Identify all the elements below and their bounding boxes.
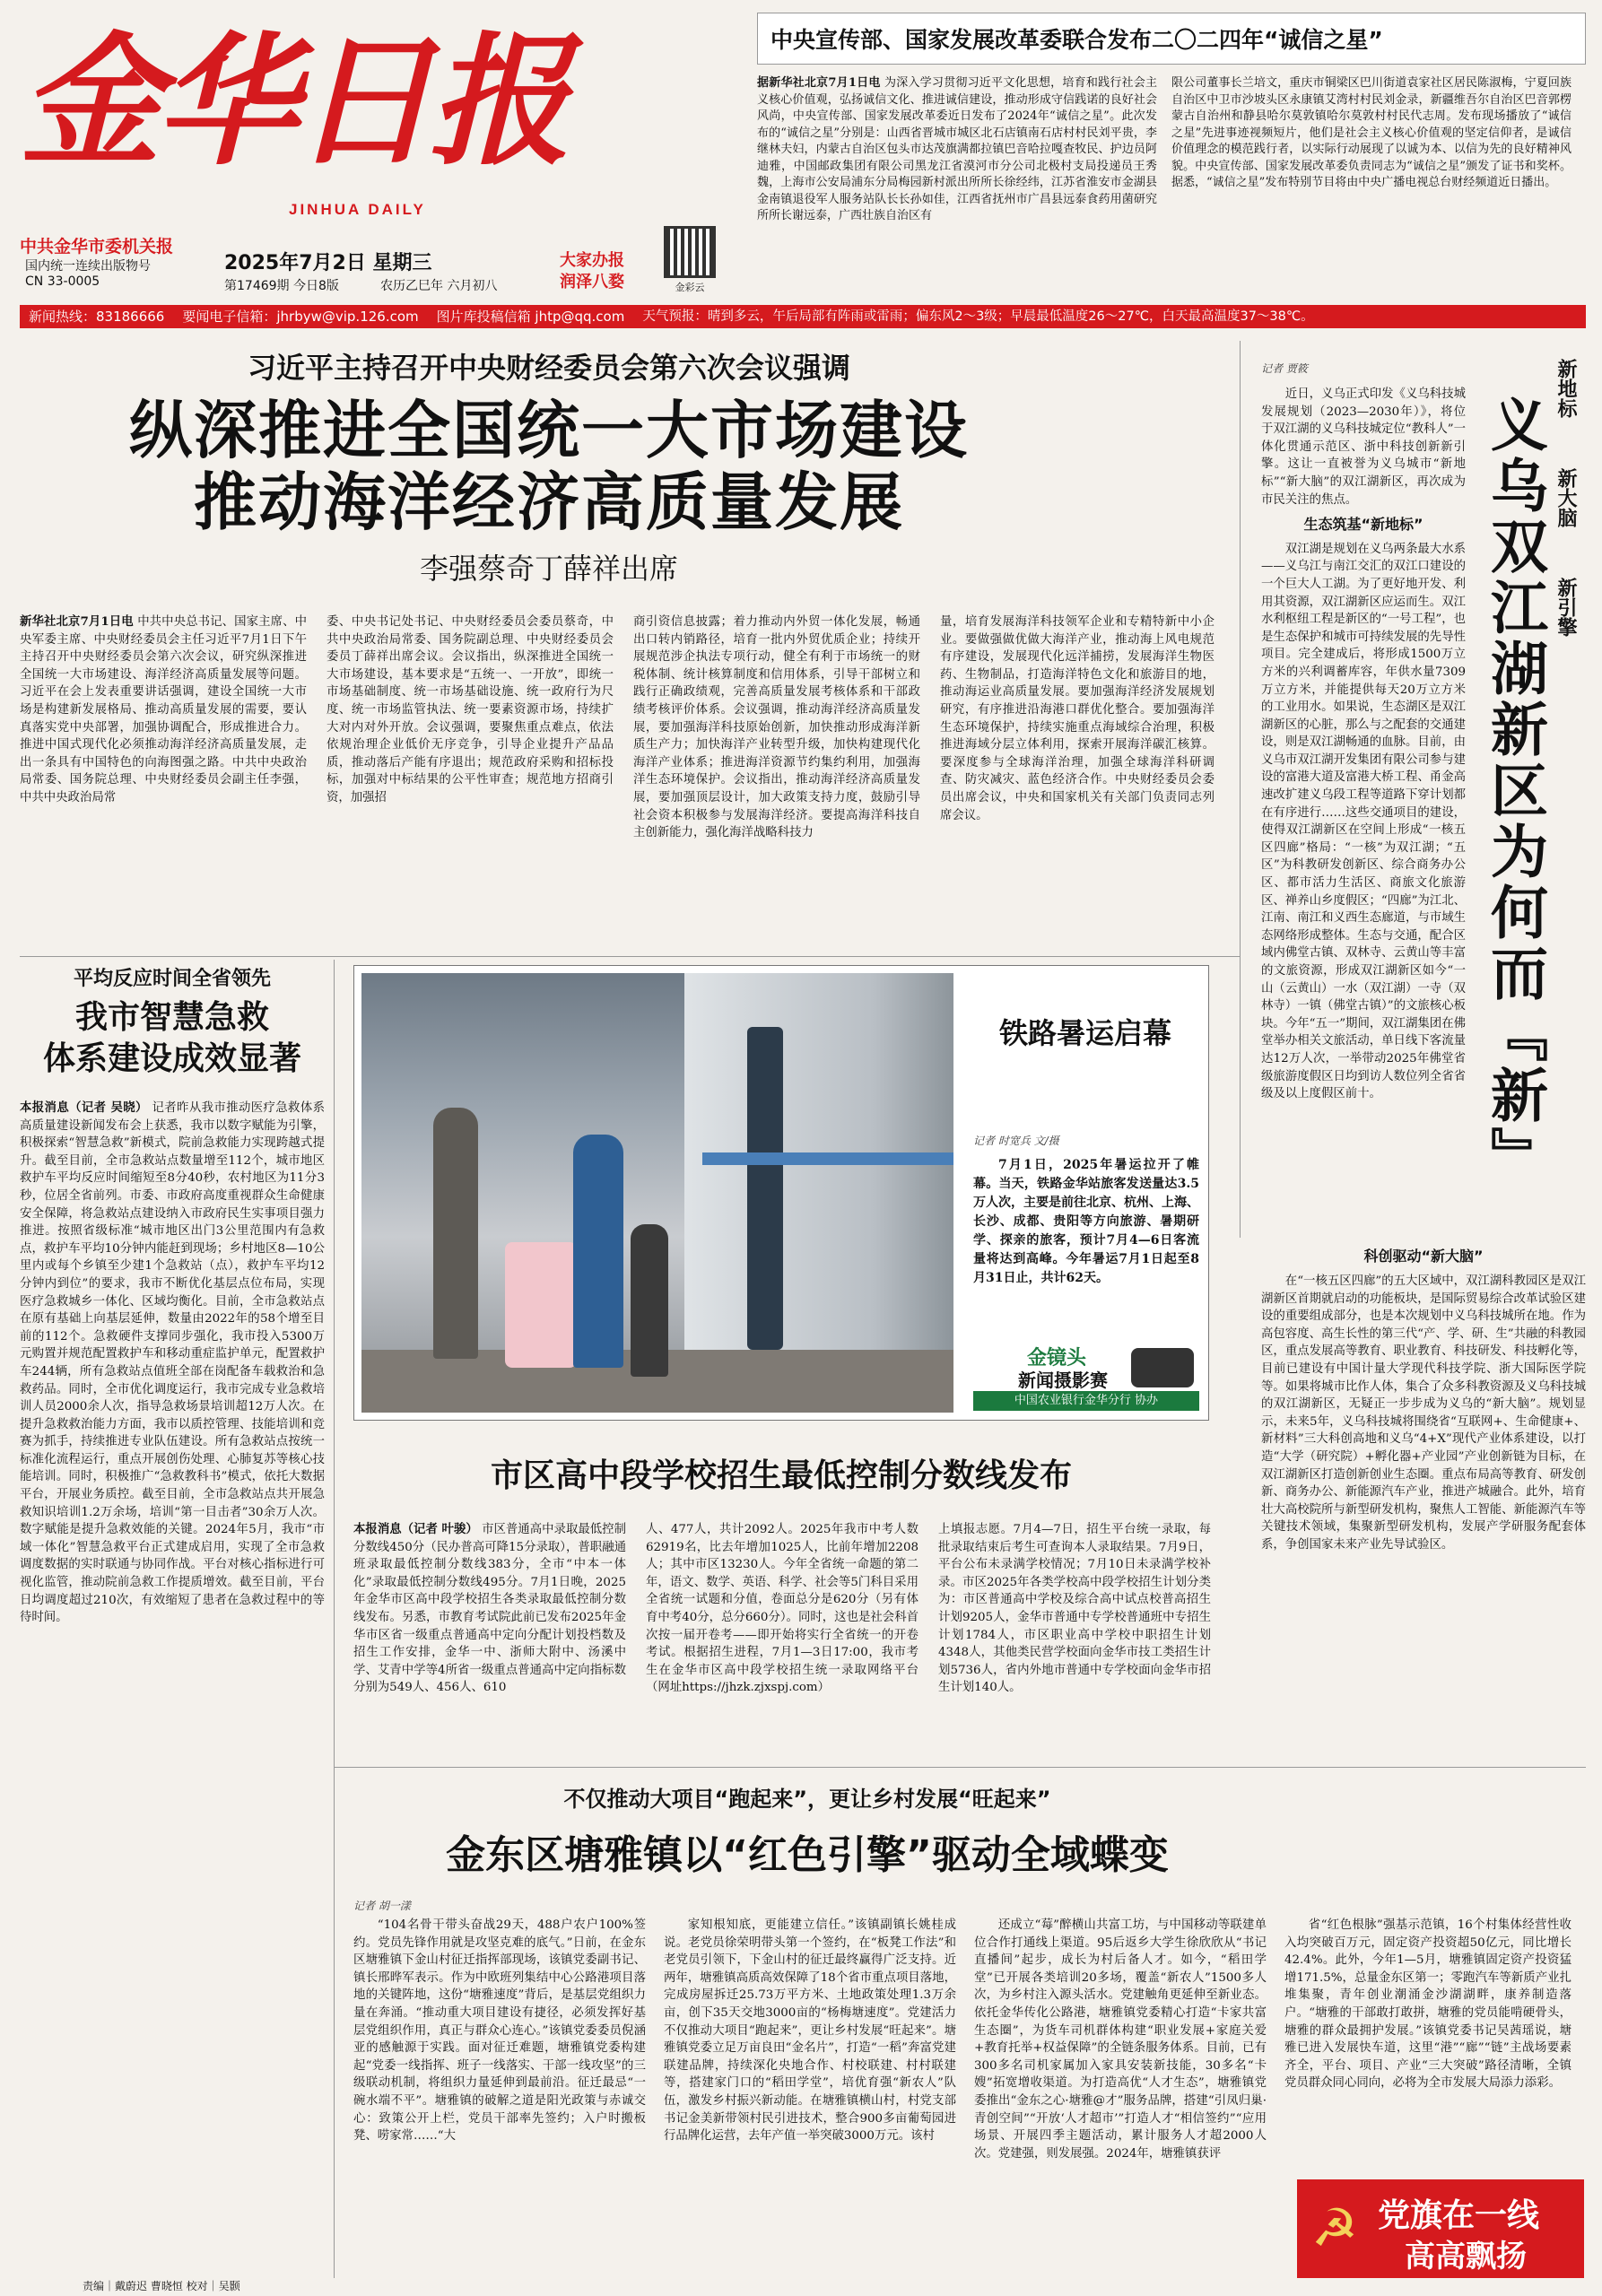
top-story-lead: 据新华社北京7月1日电 [757,76,881,90]
school-col-2 [646,1521,919,1745]
main-headline-2[interactable]: 推动海洋经济高质量发展 [194,465,904,539]
person [631,1224,668,1377]
right-headline[interactable]: 义乌双江湖新区为何而『新』 [1481,395,1547,1187]
cn-serial: 国内统一连续出版物号 [25,259,151,274]
divider [20,956,1240,957]
village-kicker: 不仅推动大项目“跑起来”，更让乡村发展“旺起来” [563,1787,1051,1812]
right-story-cont [1261,1238,1586,1641]
right-text-area [1261,386,1466,1204]
school-text-3: 上填报志愿。7月4—7日，招生平台统一录取，每批录取结束后考生可查询本人录取结果。7月9日，平台公布未录满学校情况；7月10日未录满学校补录。市区2025年各类学校高中段学校招生计划分类为：市区普通高中学校及综合高中试点校普高招生计划9205人，金华市普通中专学校普通班中专招生计划1784人，市区职业高中学校中职招生计划4348人，其他类民营学校面向金华市技工类招生计划5736人，省内外地市普通中专学校面向金华市招生计划140人。 [938,1523,1211,1695]
weather-forecast: 天气预报：晴到多云，午后局部有阵雨或雷雨；偏东风2～3级；早晨最低温度26～27℃，白天最高温度37～38℃。 [642,309,1314,324]
party-banner-line-1: 党旗在一线 [1378,2197,1540,2234]
divider [1240,341,1241,1238]
train-photo [361,973,953,1413]
village-col-3 [974,1917,1267,2265]
right-kicker-1: 新地标 [1554,359,1577,418]
person [573,1135,623,1368]
emergency-headline-1[interactable]: 我市智慧急救 [74,999,269,1036]
masthead-pinyin: JINHUA DAILY [289,201,426,218]
top-story-col-2 [1171,75,1572,291]
top-story-text-1: 为深入学习贯彻习近平文化思想，培育和践行社会主义核心价值观，弘扬诚信文化、推进诚信建设，推动形成守信践诺的良好社会风尚，中央宣传部、国家发展改革委近日发布了2024年“诚信之星”。此次发布的“诚信之星”分别是：山西省晋城市城区北石店镇南石店村村民刘平贵，李继林夫妇，内蒙古自治区包头市达茂旗满都拉镇巴音哈拉嘎查牧民、护边员阿迪雅，中国邮政集团有限公司黑龙江省漠河市分公司北极村支局投递员王秀魏，上海市公安局浦东分局梅园新村派出所所长徐经纬，江苏省淮安市金湖县金南镇退役军人服务站队长长孙如佳，江西省抚州市广昌县远泰食药用菌研究所所长谢远泰，广西壮族自治区有 [757,76,1157,222]
masthead-issue: 第17469期 今日8版 [224,279,339,293]
right-sec-2: 在“一核五区四廊”的五大区域中，双江湖科教园区是双江湖新区首期就启动的功能板块，是国际贸易综合改革试验区建设的重要组成部分，也是本次规划中义乌科技城所在地。作为高包容度、高生长性的第三代“产、学、研、生”共融的科教园区，重点发展高等教育、职业教育、科技研发、科技孵化等，目前已建设有中国计量大学现代科技学院、浙大国际医学院等。如果将城市比作人体，集合了众多科教资源及义乌科技城的双江湖新区，无疑正一步步成为义乌的“新大脑”。规划显示，未来5年，义乌科技城将围绕省“互联网+、生命健康+、新材料”三大科创高地和义乌“4+X”现代产业体系建设，以打造“大学（研究院）+孵化器+产业园”产业创新链为目标，在双江湖新区打造创新创业生态圈。重点布局高等教育、研发创新、商务办公、新能源汽车产业，推进产城融合。此外，培育壮大高校院所与新型研发机构，聚焦人工智能、新能源汽车等关键技术领域，集聚新型研发机构，发展产学研服务配套体系，争创国家未来产业先导试验区。 [1261,1274,1586,1552]
top-story-text-2: 限公司董事长兰培文，重庆市铜梁区巴川街道袁家社区居民陈淑梅，宁夏回族自治区中卫市沙坡头区永康镇艾湾村村民刘金录，新疆维吾尔自治区巴音郭楞蒙古自治州和静县哈尔莫敦镇哈尔莫敦村村民代志周。发布现场播放了“诚信之星”先进事迹视频短片，他们是社会主义核心价值观的坚定信仰者，是诚信价值理念的模范践行者，以实际行动展现了以诚为本、以信为先的良好精神风貌。中央宣传部、国家发展改革委负责同志为“诚信之星”颁发了证书和奖杯。据悉，“诚信之星”发布特别节目将由中央广播电视总台财经频道近日播出。 [1171,76,1572,189]
masthead-organ: 中共金华市委机关报 [20,237,174,257]
right-sec-1: 双江湖是规划在义乌两条最大水系——义乌江与南江交汇的双江口建设的一个巨大人工湖。为了更好地开发、利用其资源，双江湖新区应运而生。双江水利枢纽工程是新区的“一号工程”，也是生态保护和城市可持续发展的先导性项目。完全建成后，将形成1500万立方米的兴利调蓄库容，年供水量7309万立方米，并能提供每天20万立方米的工业用水。如果说，生态湖区是双江湖新区的心脏，那么与之配套的交通建设，则是双江湖畅通的血脉。目前，由义乌市双江湖开发集团有限公司参与建设的富港大道及富港大桥工程、甬金高速改扩建义乌段工程等道路下穿计划都在有序进行……这些交通项目的建设，使得双江湖新区在空间上形成“一核五区四廊”格局：“一核”为双江湖；“五区”为科教研发创新区、综合商务办公区、都市活力生活区、商旅文化旅游区、禅养山乡度假区；“四廊”为江北、江南、南江和义西生态廊道，与市域生态网络形成整体。生态与交通，配合区域内佛堂古镇、双林寺、云黄山等丰富的文旅资源，形成双江湖新区如今“一山（云黄山）一水（双江湖）一寺（双林寺）一镇（佛堂古镇）”的文旅核心板块。今年“五一”期间，双江湖集团在佛堂举办相关文旅活动，单日线下客流量达12万人次，一举带动2025年佛堂省级旅游度假区日均到访人数位列全省省级及以上度假区前十。 [1261,542,1466,1101]
emergency-headline-2[interactable]: 体系建设成效显著 [42,1040,301,1077]
contest-brand: 金镜头 [1027,1347,1087,1370]
village-col-2 [664,1917,956,2265]
main-kicker: 习近平主持召开中央财经委员会第六次会议强调 [247,351,850,385]
divider [334,960,335,2278]
main-story [20,341,1227,951]
top-story [757,13,1586,298]
hammer-sickle-icon: ☭ [1311,2197,1358,2258]
main-text-3: 商引资信息披露；着力推动内外贸一体化发展，畅通出口转内销路径，培育一批内外贸优质企业；持续开展规范涉企执法专项行动，健全有利于市场统一的财税体制、统计核算制度和信用体系，引导干部树立和践行正确政绩观，完善高质量发展考核体系和干部政绩考核评价体系。会议强调，推动海洋经济高质量发展，要加强海洋科技原始创新，加快推动形成海洋新质生产力；加快海洋产业转型升级，加快构建现代化海洋产业体系；推进海洋资源节约集约利用，加强海洋生态环境保护。会议指出，推动海洋经济高质量发展，要加强顶层设计，加大政策支持力度，鼓励引导社会资本积极参与发展海洋经济。要提高海洋科技自主创新能力，强化海洋战略科技力 [633,615,920,840]
school-story [353,1449,1232,1767]
right-story [1249,350,1586,1247]
main-lead: 新华社北京7月1日电 [20,614,134,629]
masthead-slogan-1: 大家办报 [560,251,624,270]
school-headline[interactable]: 市区高中段学校招生最低控制分数线发布 [490,1457,1072,1494]
emergency-lead: 本报消息（记者 吴晓） [20,1100,148,1115]
village-byline: 记者 胡一漾 [353,1900,411,1912]
party-banner[interactable] [1297,2179,1584,2278]
news-email[interactable]: 要闻电子信箱：jhrbyw@vip.126.com [182,309,419,325]
masthead-logo: 金华日报 [20,19,565,185]
photo-contest-badge [973,1343,1199,1413]
suitcase [505,1242,577,1368]
party-banner-line-2: 高高飘扬 [1405,2239,1527,2274]
main-col-3 [633,613,920,856]
school-text-1: 市区普通高中录取最低控制分数线450分（民办普高可降15分录取），普职融通班录取最低控制分数线383分，全市“中本一体化”录取最低控制分数线495分。7月1日晚，2025年金华市区高中段学校招生各类录取最低控制分数线发布。另悉，市教育考试院此前已发布2025年金华市区省一级重点普通高中定向分配计划投档数及招生工作安排，金华一中、浙师大附中、汤溪中学、艾青中学等4所省一级重点普通高中定向指标数分别为549人、456人、610 [353,1523,626,1695]
village-headline[interactable]: 金东区塘雅镇以“红色引擎”驱动全域蝶变 [446,1832,1169,1878]
main-text-1: 中共中央总书记、国家主席、中央军委主席、中央财经委员会主任习近平7月1日下午主持召开中央财经委员会第六次会议，研究纵深推进全国统一大市场建设、海洋经济高质量发展等问题。习近平在会上发表重要讲话强调，建设全国统一大市场是构建新发展格局、推动高质量发展的需要，要认真落实党中央部署，加强协调配合，形成推进合力。推进中国式现代化必须推动海洋经济高质量发展，走出一条具有中国特色的向海图强之路。中共中央政治局常委、国务院总理、中央财经委员会副主任李强，中共中央政治局常 [20,615,307,804]
masthead [20,13,746,298]
school-col-1 [353,1521,626,1745]
right-sub-1: 生态筑基“新地标” [1303,516,1424,534]
right-byline: 记者 贾筱 [1261,362,1308,375]
masthead-date: 2025年7月2日 星期三 [224,252,432,274]
village-text-3: 还成立“莓”醉横山共富工坊，与中国移动等联建单位合作打通线上渠道。95后返乡大学生徐欣欣从“书记直播间”起步，成长为村后备人才。如今，“稻田学堂”已开展各类培训20多场，覆盖“新农人”1500多人次，为乡村注入源头活水。党建触角更延伸至新业态。依托金华传化公路港，塘雅镇党委精心打造“卡家共富生态圈”，为货车司机群体构建“职业发展+家庭关爱+教育托举+权益保障”的全链条服务体系。目前，已有300多名司机家属加入家具安装新技能，30多名“卡嫂”拓宽增收渠道。为打造高优“人才生态”，塘雅镇党委推出“金东之心·塘雅@才”服务品牌，搭建“引凤归巢·青创空间”“开放‘人才超市’”打造人才“相信签约”“应用场景、开展四季主题活动，累计服务人才超2000人次。党建强，则发展强。2024年，塘雅镇获评 [974,1918,1267,2161]
photo-email[interactable]: 图片库投稿信箱 jhtp@qq.com [436,309,625,325]
footer-editors: 责编｜戴蔚迟 曹晓恒 校对｜吴颢 [83,2280,240,2292]
cn-number: CN 33-0005 [25,274,100,289]
main-col-2 [326,613,614,856]
main-col-1 [20,613,307,856]
contest-sponsor: 中国农业银行金华分行 协办 [973,1391,1199,1411]
emergency-kicker: 平均反应时间全省领先 [73,968,271,990]
school-lead: 本报消息（记者 叶骏） [353,1522,478,1536]
emergency-text: 记者昨从我市推动医疗急救体系高质量建设新闻发布会上获悉，我市以数字赋能为引擎，积极探索“智慧急救”新模式，院前急救能力实现跨越式提升。截至目前，全市急救站点数量增至112个，城市地区救护车平均反应时间缩短至8分40秒，农村地区为11分3秒，位居全省前列。市委、市政府高度重视群众生命健康安全保障，将急救站点建设纳入市政府民生实事项目强力推进。按照省级标准“城市地区出门3公里范围内有急救点，救护车平均10分钟内能赶到现场；乡村地区8—10公里内或每个乡镇至少建1个急救站（点），救护车平均12分钟内到位”的要求，我市不断优化基层点位布局，实现医疗急救城乡一体化、区域均衡化。目前，全市急救站点在原有基础上向基层延伸，数量由2022年的58个增至目前的112个。急救硬件支撑同步强化，我市投入5300万元购置并规范配置救护车和移动重症监护单元，配置救护车244辆，所有急救站点值班全部在岗配备车载救治和急救药品。同时，全市优化调度运行，我市完成专业急救培训人员2000余人次，指导急救场景培训超12万人次。在提升急救救治能力方面，我市以质控管理、技能培训和竞赛为抓手，持续推进专业队伍建设。所有急救站点按统一标准化流程运行，重点开展创伤处理、心肺复苏等核心技能培训。同时，积极推广“急救教科书”模式，依托大数据平台，开展业务质控。截至目前，全市急救站点共开展急救知识培训1.2万余场，培训“第一目击者”30余万人次。数字赋能是提升急救效能的关键。2024年5月，我市“市域一体化”智慧急救平台正式建成启用，实现了全市急救调度数据的实时联通与协同作战。平台对核心指标进行可视化监管，推动院前急救工作提质增效。截至目前，平台日均调度超过210次，有效缩短了患者在急救过程中的等待时间。 [20,1101,325,1625]
right-kicker-3: 新引擎 [1554,578,1577,637]
village-col-1 [353,1917,646,2265]
main-headline-1[interactable]: 纵深推进全国统一大市场建设 [129,394,969,467]
photo-caption: 7月1日，2025年暑运拉开了帷幕。当天，铁路金华站旅客发送量达3.5万人次，主要是前往北京、杭州、上海、长沙、成都、贵阳等方向旅游、暑期研学、探亲的旅客，预计7月4—6日客流量将达到高峰。今年暑运7月1日起至8月31日止，共计62天。 [973,1158,1199,1285]
right-sub-2: 科创驱动“新大脑” [1363,1248,1484,1265]
photo-byline: 记者 时宽兵 文/摄 [973,1135,1059,1147]
school-text-2: 人、477人，共计2092人。2025年我市中考人数62919名，比去年增加1025人，比前年增加2208人；其中市区13230人。今年全省统一命题的第二年，语文、数学、英语、科学、社会等5门科目采用全省统一试题和分值，卷面总分是620分（另有体育中考40分，总分660分）。同时，这也是社会科首次按一届开卷考——即开始将实行全省统一的开卷考试。根据招生进程，7月1—3日17:00，我市考生在金华市区高中段学校招生统一录取网络平台（网址https://jhzk.zjxspj.com） [646,1523,919,1695]
village-text-1: “104名骨干带头奋战29天，488户农户100%签约。党员先锋作用就是攻坚克难的底气。”日前，在金东区塘雅镇下金山村征迁指挥部现场，该镇党委副书记、镇长邢晔军表示。作为中欧班列集结中心公路港项目落地的关键阵地，这份“塘雅速度”背后，是基层党组织力量在奔涌。“推动重大项目建设有捷径，必须发挥好基层党组织作用，真正与群众心连心。”该镇党委委员倪涵亚的感触源于实践。面对征迁难题，塘雅镇党委构建起“党委一线指挥、班子一线落实、干部一线攻坚”的三级联动机制，将组织力量延伸到最前沿。征迁最忌“一碗水端不平”。塘雅镇的破解之道是阳光政策与赤诚交心：致策公开上栏，党员干部率先签约；入户时搬板凳、唠家常……“大 [353,1918,646,2144]
school-col-3 [938,1521,1211,1745]
top-story-headline[interactable]: 中央宣传部、国家发展改革委联合发布二〇二四年“诚信之星” [757,13,1586,65]
main-col-4 [940,613,1215,856]
right-intro: 近日，义乌正式印发《义乌科技城发展规划（2023—2030年）》，将位于双江湖的义乌科技城定位“教科人”一体化贯通示范区、浙中科技创新新引擎。这让一直被誉为义乌城市“新地标”“新大脑”的双江湖新区，再次成为市民关注的焦点。 [1261,387,1466,507]
divider [334,1767,1586,1768]
emergency-body [20,1100,325,2266]
right-sec-2-box [1261,1273,1586,1624]
main-text-4: 量，培育发展海洋科技领军企业和专精特新中小企业。要做强做优做大海洋产业，推动海上风电规范有序建设，发展现代化远洋捕捞，发展海洋生物医药、生物制品，打造海洋特色文化和旅游目的地，推动海运业高质量发展。要加强海洋经济发展规划研究，有序推进沿海港口群优化整合。要加强海洋生态环境保护，持续实施重点海域综合治理，积极推进海域分层立体利用，探索开展海洋碳汇核算。要深度参与全球海洋治理，加强全球海洋科研调查、防灾减灾、蓝色经济合作。中央财经委员会委员出席会议，中央和国家机关有关部门负责同志列席会议。 [940,615,1215,822]
village-col-4 [1284,1917,1572,2141]
village-text-4: 省“红色根脉”强基示范镇，16个村集体经营性收入均突破百万元，固定资产投资超50亿元，同比增长42.4%。此外，今年1—5月，塘雅镇固定资产投资猛增171.5%，总量金东区第一；零跑汽车等新质产业扎堆集聚，青年创业潮涌金沙湖湖畔，康养制造落户。“塘雅的干部敢打敢拼，塘雅的党员能啃硬骨头，塘雅的群众最拥护发展。”该镇党委书记吴茜瑶说，塘雅已进入发展快车道，这里“港”“廊”“链”主战场要素齐全，平台、项目、产业“三大突破”路径清晰，全镇党员群众同心同向，必将为全市发展大局添力添彩。 [1284,1918,1572,2091]
info-bar [20,305,1586,328]
top-story-col-1 [757,75,1157,291]
camera-icon [1131,1348,1194,1387]
masthead-slogan-2: 润泽八婺 [560,273,624,291]
qr-code [664,226,716,278]
right-kicker-2: 新大脑 [1554,468,1577,527]
masthead-lunar: 农历乙巳年 六月初八 [380,279,498,293]
emergency-story [20,961,325,2280]
contest-subtitle: 新闻摄影赛 [1018,1370,1108,1391]
main-text-2: 委、中央书记处书记、中央财经委员会委员蔡奇，中共中央政治局常委、国务院副总理、中央财经委员会委员丁薛祥出席会议。会议指出，纵深推进全国统一大市场建设，基本要求是“五统一、一开放”，即统一市场基础制度、统一市场基础设施、统一政府行为尺度、统一市场监管执法、统一要素资源市场，持续扩大对内对外开放。会议强调，要聚焦重点难点，依法依规治理企业低价无序竞争，引导企业提升产品品质，推动落后产能有序退出；规范政府采购和招标投标，加强对中标结果的公平性审查；规范地方招商引资，加强招 [326,615,614,804]
qr-label: 金彩云 [675,282,705,293]
photo-story [353,965,1209,1421]
photo-title: 铁路暑运启幕 [998,1016,1171,1050]
village-text-2: 家知根知底，更能建立信任。”该镇副镇长姚桂成说。老党员徐荣明带头第一个签约，在“板凳工作法”和老党员引领下，下金山村的征迁最终赢得广泛支持。近两年，塘雅镇高质高效保障了18个省市重点项目落地，完成房屋拆迁25.73万平方米、土地政策处理1.3万余亩，创下35天交地3000亩的“杨梅塘速度”。党建活力不仅推动大项目“跑起来”，更让乡村发展“旺起来”。塘雅镇党委立足万亩良田“金名片”，打造“一稻”奔富党建联建品牌，持续深化央地合作、村校联建、村村联建等，搭建家门口的“稻田学堂”，培优育强“新农人”队伍，激发乡村振兴新动能。在塘雅镇横山村，村党支部书记金美新带领村民引进技术，整合900多亩葡萄园进行品牌化运营，去年产值一举突破3000万元。该村 [664,1918,956,2144]
person [433,1108,478,1359]
hotline: 新闻热线：83186666 [29,309,165,325]
main-subhead: 李强蔡奇丁薛祥出席 [419,552,678,586]
